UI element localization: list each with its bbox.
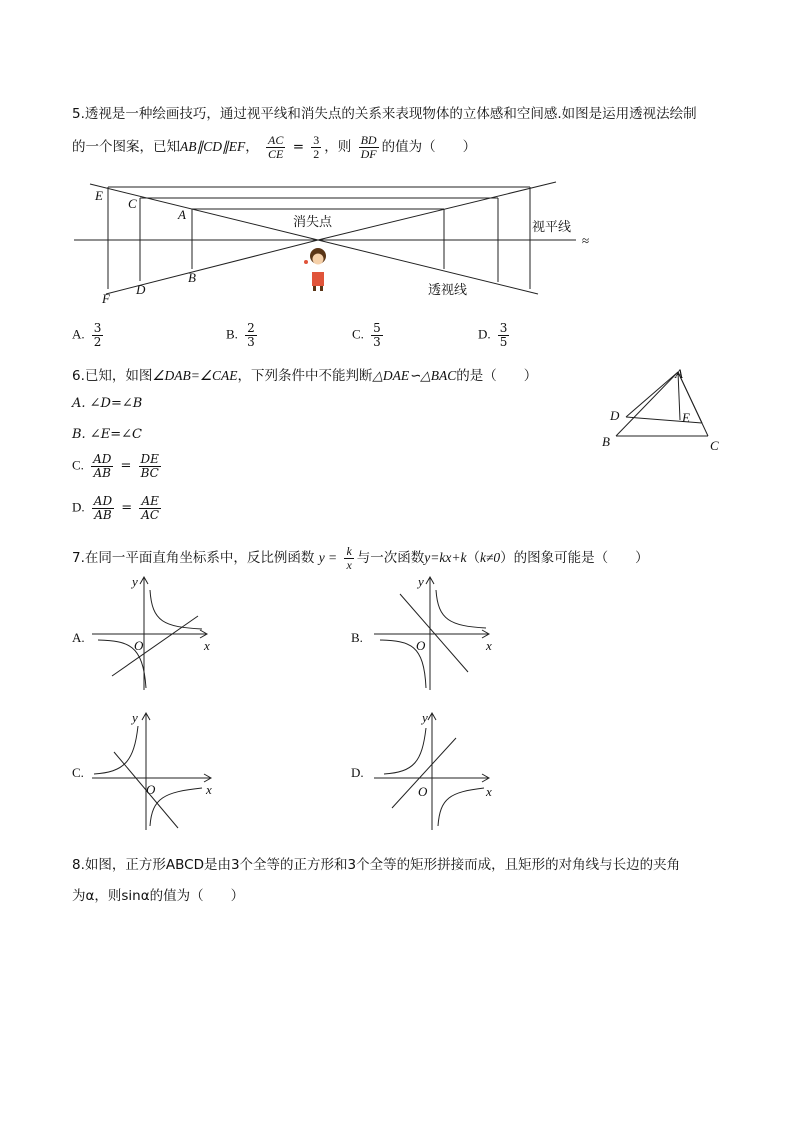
q7-linear-function: y=kx+k <box>424 550 467 566</box>
q6-option-d-n1: AD <box>93 494 113 508</box>
q5-option-c-den: 3 <box>373 334 381 349</box>
q7-option-b-label[interactable]: B. <box>351 630 363 645</box>
q7-graph-c-y: y <box>132 710 138 725</box>
q5-stem-line2 <box>72 134 476 160</box>
q5-asked-ratio-num: BD <box>360 133 377 147</box>
q5-label-C: C <box>128 196 137 211</box>
q7-inverse-fraction <box>344 545 353 571</box>
q8-stem-line2: 为α，则sinα的值为（ ） <box>72 888 245 904</box>
q7-graph-c-x: x <box>206 782 212 797</box>
q7-graph-d-y: y <box>422 710 428 725</box>
q6-option-c-eq: = <box>120 458 132 474</box>
q5-option-c-value <box>371 322 383 348</box>
q5-label-B: B <box>188 270 196 285</box>
q5-label-approx: ≈ <box>582 233 590 248</box>
q7-graph-d[interactable] <box>370 708 500 832</box>
q5-option-b-num: 2 <box>247 321 255 335</box>
q5-given-ratio <box>266 134 285 160</box>
q5-comma: ， <box>245 139 259 156</box>
q6-option-d-eq: = <box>121 500 133 516</box>
q6-stem <box>72 364 537 384</box>
q5-label-D: D <box>136 282 146 297</box>
q5-given-ratio-den: CE <box>268 146 284 161</box>
q5-ask-tail: 的值为（ ） <box>381 139 477 156</box>
q7-graph-a-o: O <box>134 638 144 653</box>
q5-option-a-num: 3 <box>93 321 102 335</box>
q7-graph-c-o: O <box>146 782 156 797</box>
q7-stem-c: （ <box>466 550 480 567</box>
q6-label-D: D <box>610 408 620 423</box>
q5-option-c[interactable] <box>352 322 386 348</box>
q6-angle-condition: ∠DAB=∠CAE <box>152 368 238 383</box>
q7-option-d-label[interactable]: D. <box>351 765 364 780</box>
q6-option-b[interactable]: B. ∠E=∠C <box>72 427 142 442</box>
q6-option-d-frac1 <box>92 495 114 521</box>
q6-option-d-d1: AB <box>94 507 112 522</box>
q7-condition: k≠0 <box>479 550 501 566</box>
q7-graph-c[interactable] <box>88 708 218 832</box>
q5-option-a-den: 2 <box>93 334 102 349</box>
q6-stem-a: 6.已知，如图 <box>72 368 153 384</box>
q6-label-C: C <box>710 438 719 453</box>
q5-asked-ratio-den: DF <box>360 146 377 161</box>
q6-triangle-figure <box>596 362 726 454</box>
q5-label-horizon: 视平线 <box>532 219 572 234</box>
q5-label-perspective-line: 透视线 <box>428 282 468 297</box>
q7-stem-a: 7.在同一平面直角坐标系中，反比例函数 <box>72 550 315 567</box>
girl-illustration-icon <box>304 248 326 291</box>
q6-label-E: E <box>682 410 690 425</box>
q6-stem-c: ，下列条件中不能判断 <box>237 368 373 384</box>
q6-option-c-n2: DE <box>140 452 159 466</box>
q5-option-d-value <box>498 322 510 348</box>
q6-similarity: △DAE∽△BAC <box>372 368 457 383</box>
q7-stem <box>72 545 649 571</box>
q6-option-c[interactable] <box>72 453 164 479</box>
q6-option-d-d2: AC <box>141 507 160 522</box>
q5-equals: = <box>292 139 304 156</box>
q5-given-value-num: 3 <box>313 133 320 147</box>
q6-option-a[interactable]: A. ∠D=∠B <box>72 396 143 411</box>
q7-graph-a[interactable] <box>88 572 218 694</box>
q6-option-d-n2: AE <box>139 495 161 509</box>
q5-option-a-label: A. <box>72 326 85 342</box>
q5-given-value-den: 2 <box>313 146 320 161</box>
q5-label-E: E <box>95 188 103 203</box>
q6-option-c-frac1 <box>91 453 113 479</box>
q5-option-d-num: 3 <box>499 321 508 335</box>
q7-graph-d-o: O <box>418 784 428 799</box>
q5-stem-text-a: 的一个图案，已知 <box>72 139 180 156</box>
q7-graph-a-y: y <box>132 574 138 589</box>
q5-option-d-den: 5 <box>499 334 508 349</box>
q6-option-d-label: D. <box>72 499 85 515</box>
q7-graph-b-y: y <box>418 574 424 589</box>
q5-given-value <box>311 134 321 160</box>
q8-stem-line1: 8.如图，正方形ABCD是由3个全等的正方形和3个全等的矩形拼接而成，且矩形的对角线与长边的夹角 <box>72 857 681 873</box>
q6-option-c-d2: BC <box>140 465 159 480</box>
q5-label-F: F <box>102 291 110 306</box>
q5-option-a[interactable] <box>72 322 106 348</box>
q7-option-a-label[interactable]: A. <box>72 630 85 645</box>
q7-graph-b[interactable] <box>370 572 500 694</box>
q5-option-d-label: D. <box>478 326 491 342</box>
q5-option-c-num: 5 <box>373 321 381 335</box>
q5-option-b-value <box>245 322 257 348</box>
q5-option-c-label: C. <box>352 326 364 342</box>
q5-asked-ratio <box>359 134 379 160</box>
q6-stem-e: 的是（ ） <box>456 368 538 384</box>
q6-option-c-label: C. <box>72 457 84 473</box>
q5-label-vanishing-point: 消失点 <box>293 214 333 229</box>
q5-option-d[interactable] <box>478 322 512 348</box>
q7-y-equals: y = <box>318 550 338 566</box>
q7-stem-b: 与一次函数 <box>356 550 425 567</box>
q5-option-b[interactable] <box>226 322 260 348</box>
q5-stem-line1: 5.透视是一种绘画技巧，通过视平线和消失点的关系来表现物体的立体感和空间感.如图是运用透视法绘制 <box>72 106 697 122</box>
q7-graph-a-x: x <box>204 638 210 653</box>
q7-graph-b-x: x <box>486 638 492 653</box>
q5-parallel-lines: AB∥CD∥EF <box>180 139 246 155</box>
q7-stem-d: ）的图象可能是（ ） <box>500 550 649 567</box>
q6-label-A: A <box>675 366 683 381</box>
q6-option-c-d1: AB <box>93 465 111 480</box>
q7-frac-x: x <box>346 557 352 572</box>
q6-label-B: B <box>602 434 610 449</box>
q5-given-ratio-num: AC <box>268 133 284 147</box>
q6-option-c-frac2 <box>139 453 161 479</box>
q5-option-b-label: B. <box>226 326 238 342</box>
q6-option-c-n1: AD <box>93 452 112 466</box>
q7-graph-d-x: x <box>486 784 492 799</box>
q5-label-A: A <box>178 207 186 222</box>
q5-option-a-value <box>92 322 104 348</box>
q5-option-b-den: 3 <box>247 334 255 349</box>
q6-option-d-frac2 <box>139 495 161 521</box>
q5-perspective-figure <box>70 176 600 306</box>
q7-frac-k: k <box>346 544 352 558</box>
q7-option-c-label[interactable]: C. <box>72 765 84 780</box>
q5-then: ，则 <box>324 139 352 156</box>
q6-option-d[interactable] <box>72 495 164 521</box>
q7-graph-b-o: O <box>416 638 426 653</box>
